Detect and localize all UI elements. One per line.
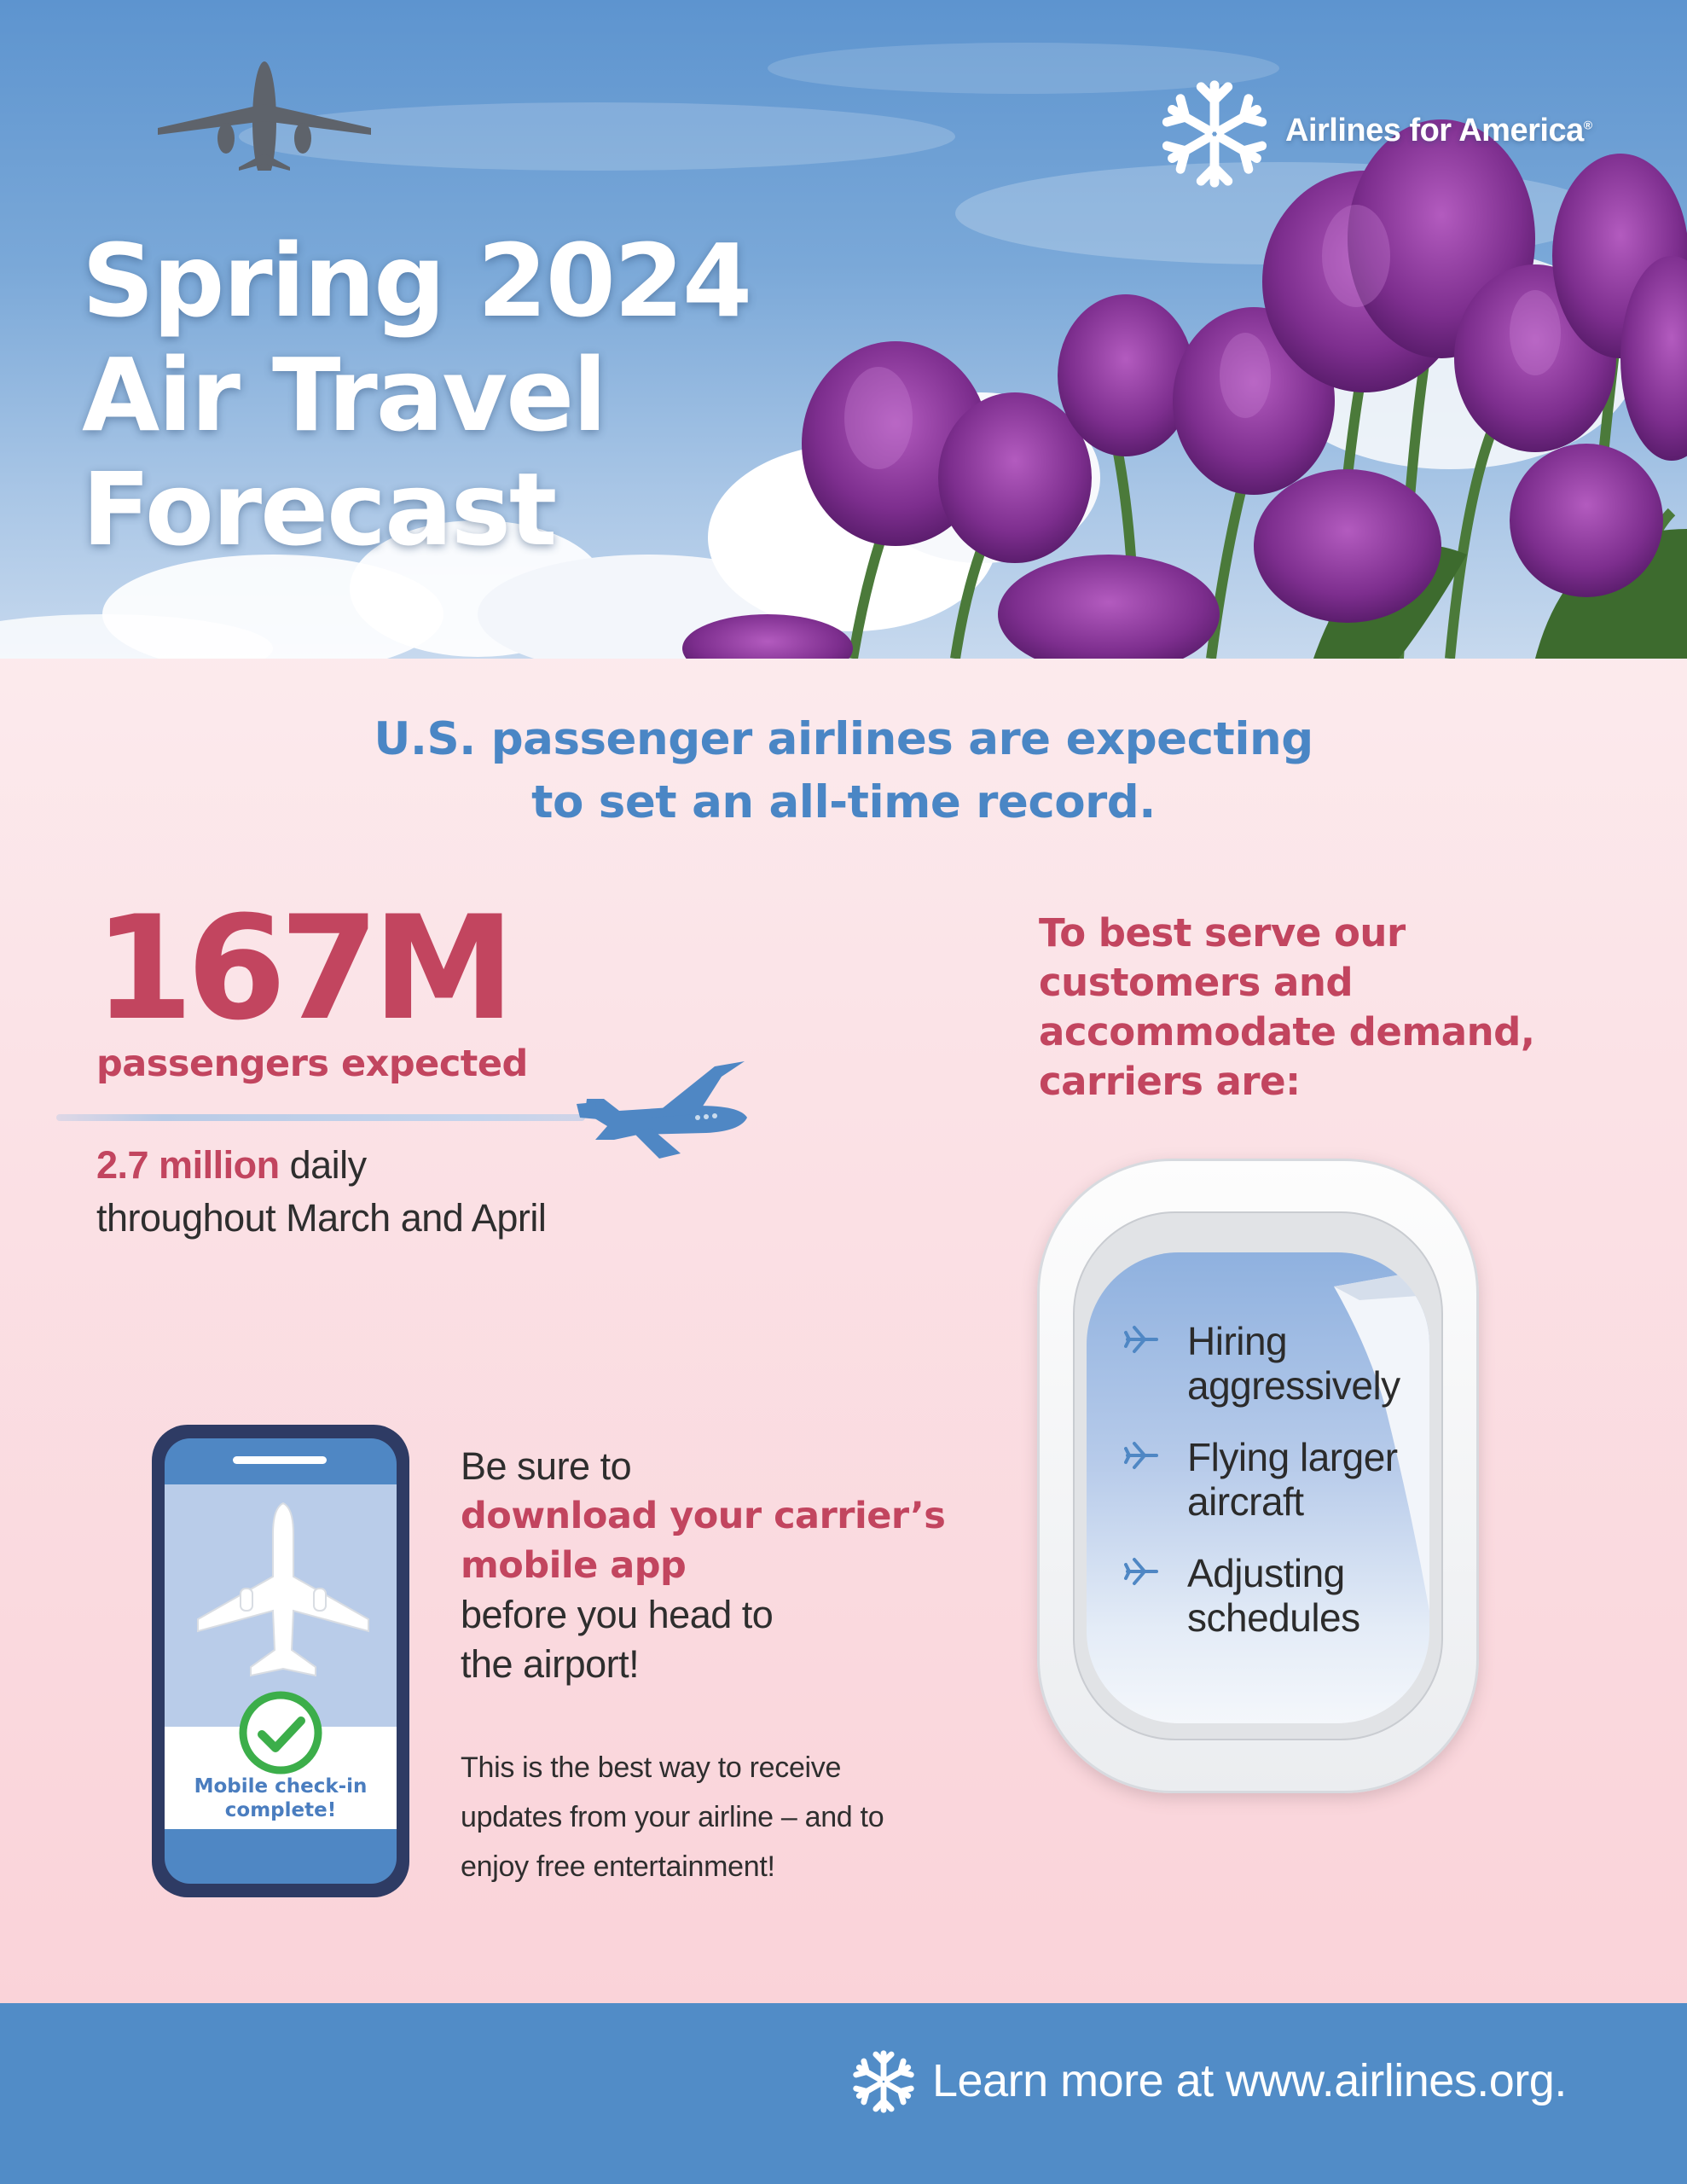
- app-message-line: Be sure to: [461, 1444, 632, 1488]
- title-line: Spring 2024: [82, 222, 751, 340]
- app-note-line: enjoy free entertainment!: [461, 1850, 775, 1883]
- airplane-icon: [158, 60, 371, 171]
- serve-heading-line: accommodate demand,: [1039, 1009, 1535, 1054]
- arrow-plane-icon: [1124, 1324, 1160, 1355]
- action-label: Flying larger aircraft: [1187, 1435, 1398, 1524]
- action-label: Adjusting schedules: [1187, 1551, 1360, 1640]
- daily-period: throughout March and April: [96, 1196, 547, 1240]
- action-list: [1112, 1319, 1419, 1667]
- app-message-line: before you head to: [461, 1593, 774, 1636]
- arrow-plane-icon: [1124, 1440, 1160, 1471]
- brand-header: [1156, 75, 1599, 195]
- registered-mark: ®: [1583, 118, 1592, 132]
- list-item: [1112, 1319, 1419, 1408]
- action-label: Hiring aggressively: [1187, 1319, 1400, 1408]
- app-message-highlight: download your carrier’s: [461, 1495, 946, 1537]
- passenger-count-label: passengers expected: [96, 1043, 528, 1085]
- intro-line: to set an all-time record.: [531, 776, 1156, 828]
- arrow-plane-icon: [1124, 1556, 1160, 1587]
- hero-banner: [0, 0, 1687, 659]
- footer: [0, 2003, 1687, 2184]
- phone-speaker: [233, 1456, 327, 1464]
- airlines-for-america-logo: [1156, 75, 1273, 193]
- title-line: Forecast: [82, 450, 556, 568]
- checkin-line: complete!: [224, 1799, 337, 1821]
- footer-link-text[interactable]: Learn more at www.airlines.org.: [932, 2055, 1567, 2106]
- airplane-window: [1037, 1159, 1479, 1793]
- checkin-status: [165, 1774, 397, 1822]
- page-title: [82, 224, 781, 566]
- serve-heading-line: customers and: [1039, 960, 1354, 1005]
- brand-name: [1285, 113, 1592, 149]
- serve-heading: [1039, 909, 1593, 1107]
- brand-name-text: Airlines for America: [1285, 113, 1584, 148]
- title-line: Air Travel: [82, 336, 606, 454]
- serve-heading-line: carriers are:: [1039, 1059, 1301, 1104]
- daily-value: 2.7 million: [96, 1143, 280, 1187]
- app-message: [461, 1442, 989, 1689]
- checkin-line: Mobile check-in: [194, 1775, 368, 1798]
- contrail-divider: [56, 1114, 585, 1121]
- daily-passengers: [96, 1139, 693, 1245]
- app-note-line: This is the best way to receive: [461, 1751, 842, 1784]
- app-message-highlight: mobile app: [461, 1544, 687, 1587]
- app-message-line: the airport!: [461, 1642, 640, 1686]
- intro-line: U.S. passenger airlines are expecting: [374, 713, 1313, 765]
- serve-heading-line: To best serve our: [1039, 910, 1406, 956]
- list-item: [1112, 1435, 1419, 1524]
- airplane-icon: [193, 1500, 374, 1682]
- list-item: [1112, 1551, 1419, 1640]
- airlines-for-america-logo: [849, 2048, 918, 2116]
- phone-illustration: [152, 1425, 409, 1897]
- app-note-line: updates from your airline – and to: [461, 1801, 884, 1833]
- check-icon: [238, 1690, 323, 1775]
- daily-suffix: daily: [279, 1143, 367, 1187]
- app-note: [461, 1743, 989, 1891]
- intro-headline: [0, 708, 1687, 834]
- passenger-count: 167M: [94, 885, 508, 1052]
